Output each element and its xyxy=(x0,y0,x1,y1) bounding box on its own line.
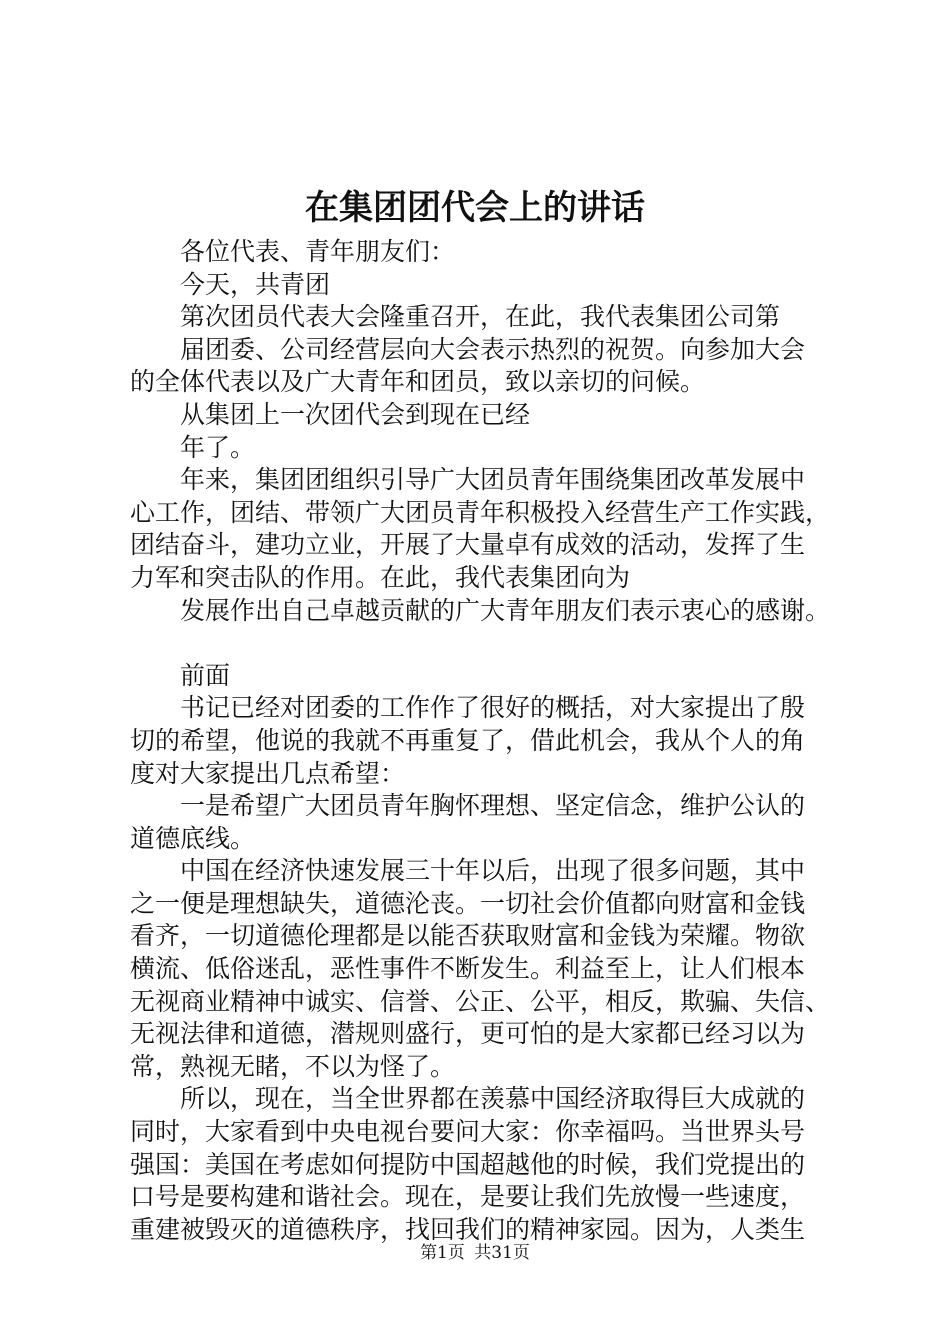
text-line: 看齐，一切道德伦理都是以能否获取财富和金钱为荣耀。物欲 xyxy=(130,921,806,951)
text-line: 书记已经对团委的工作作了很好的概括，对大家提出了殷 xyxy=(180,693,806,723)
text-line: 年来，集团团组织引导广大团员青年围绕集团改革发展中 xyxy=(180,465,806,495)
text-line: 的全体代表以及广大青年和团员，致以亲切的问候。 xyxy=(130,367,706,397)
text-line: 发展作出自己卓越贡献的广大青年朋友们表示衷心的感谢。 xyxy=(180,595,831,625)
text-line: 从集团上一次团代会到现在已经 xyxy=(180,399,531,429)
text-line: 道德底线。 xyxy=(130,823,256,853)
text-line: 口号是要构建和谐社会。现在，是要让我们先放慢一些速度， xyxy=(130,1182,806,1212)
text-line: 之一便是理想缺失，道德沦丧。一切社会价值都向财富和金钱 xyxy=(130,888,806,918)
text-line: 团结奋斗，建功立业，开展了大量卓有成效的活动，发挥了生 xyxy=(130,530,806,560)
text-line: 力军和突击队的作用。在此，我代表集团向为 xyxy=(130,562,631,592)
text-line: 今天，共青团 xyxy=(180,269,331,299)
text-line: 常，熟视无睹，不以为怪了。 xyxy=(130,1051,456,1081)
text-line: 各位代表、青年朋友们： xyxy=(180,237,456,266)
text-line: 重建被毁灭的道德秩序，找回我们的精神家园。因为，人类生 xyxy=(130,1214,806,1244)
page-footer xyxy=(0,1241,950,1265)
text-line: 第次团员代表大会隆重召开，在此，我代表集团公司第 xyxy=(180,302,781,332)
text-line: 强国：美国在考虑如何提防中国超越他的时候，我们党提出的 xyxy=(130,1149,806,1179)
paragraph-gap xyxy=(130,627,850,660)
text-line: 切的希望，他说的我就不再重复了，借此机会，我从个人的角 xyxy=(130,725,806,755)
text-line: 年了。 xyxy=(180,432,256,462)
text-line: 无视商业精神中诚实、信誉、公正、公平，相反，欺骗、失信、 xyxy=(130,986,831,1016)
document-title: 在集团团代会上的讲话 xyxy=(305,188,645,228)
page-total: 共31页 xyxy=(474,1243,530,1263)
text-line: 中国在经济快速发展三十年以后，出现了很多问题，其中 xyxy=(180,856,806,886)
text-line: 前面 xyxy=(180,660,231,690)
text-line: 横流、低俗迷乱，恶性事件不断发生。利益至上，让人们根本 xyxy=(130,954,806,984)
text-line: 一是希望广大团员青年胸怀理想、坚定信念，维护公认的 xyxy=(180,791,806,821)
text-line: 心工作，团结、带领广大团员青年积极投入经营生产工作实践， xyxy=(130,497,831,527)
text-line: 届团委、公司经营层向大会表示热烈的祝贺。向参加大会 xyxy=(180,334,806,364)
page-number: 第1页 xyxy=(420,1243,465,1263)
text-line: 无视法律和道德，潜规则盛行，更可怕的是大家都已经习以为 xyxy=(130,1019,806,1049)
text-line: 同时，大家看到中央电视台要问大家：你幸福吗。当世界头号 xyxy=(130,1117,806,1147)
text-line: 度对大家提出几点希望： xyxy=(130,758,406,788)
document-body xyxy=(130,236,850,1246)
text-line: 所以，现在，当全世界都在羡慕中国经济取得巨大成就的 xyxy=(180,1084,806,1114)
